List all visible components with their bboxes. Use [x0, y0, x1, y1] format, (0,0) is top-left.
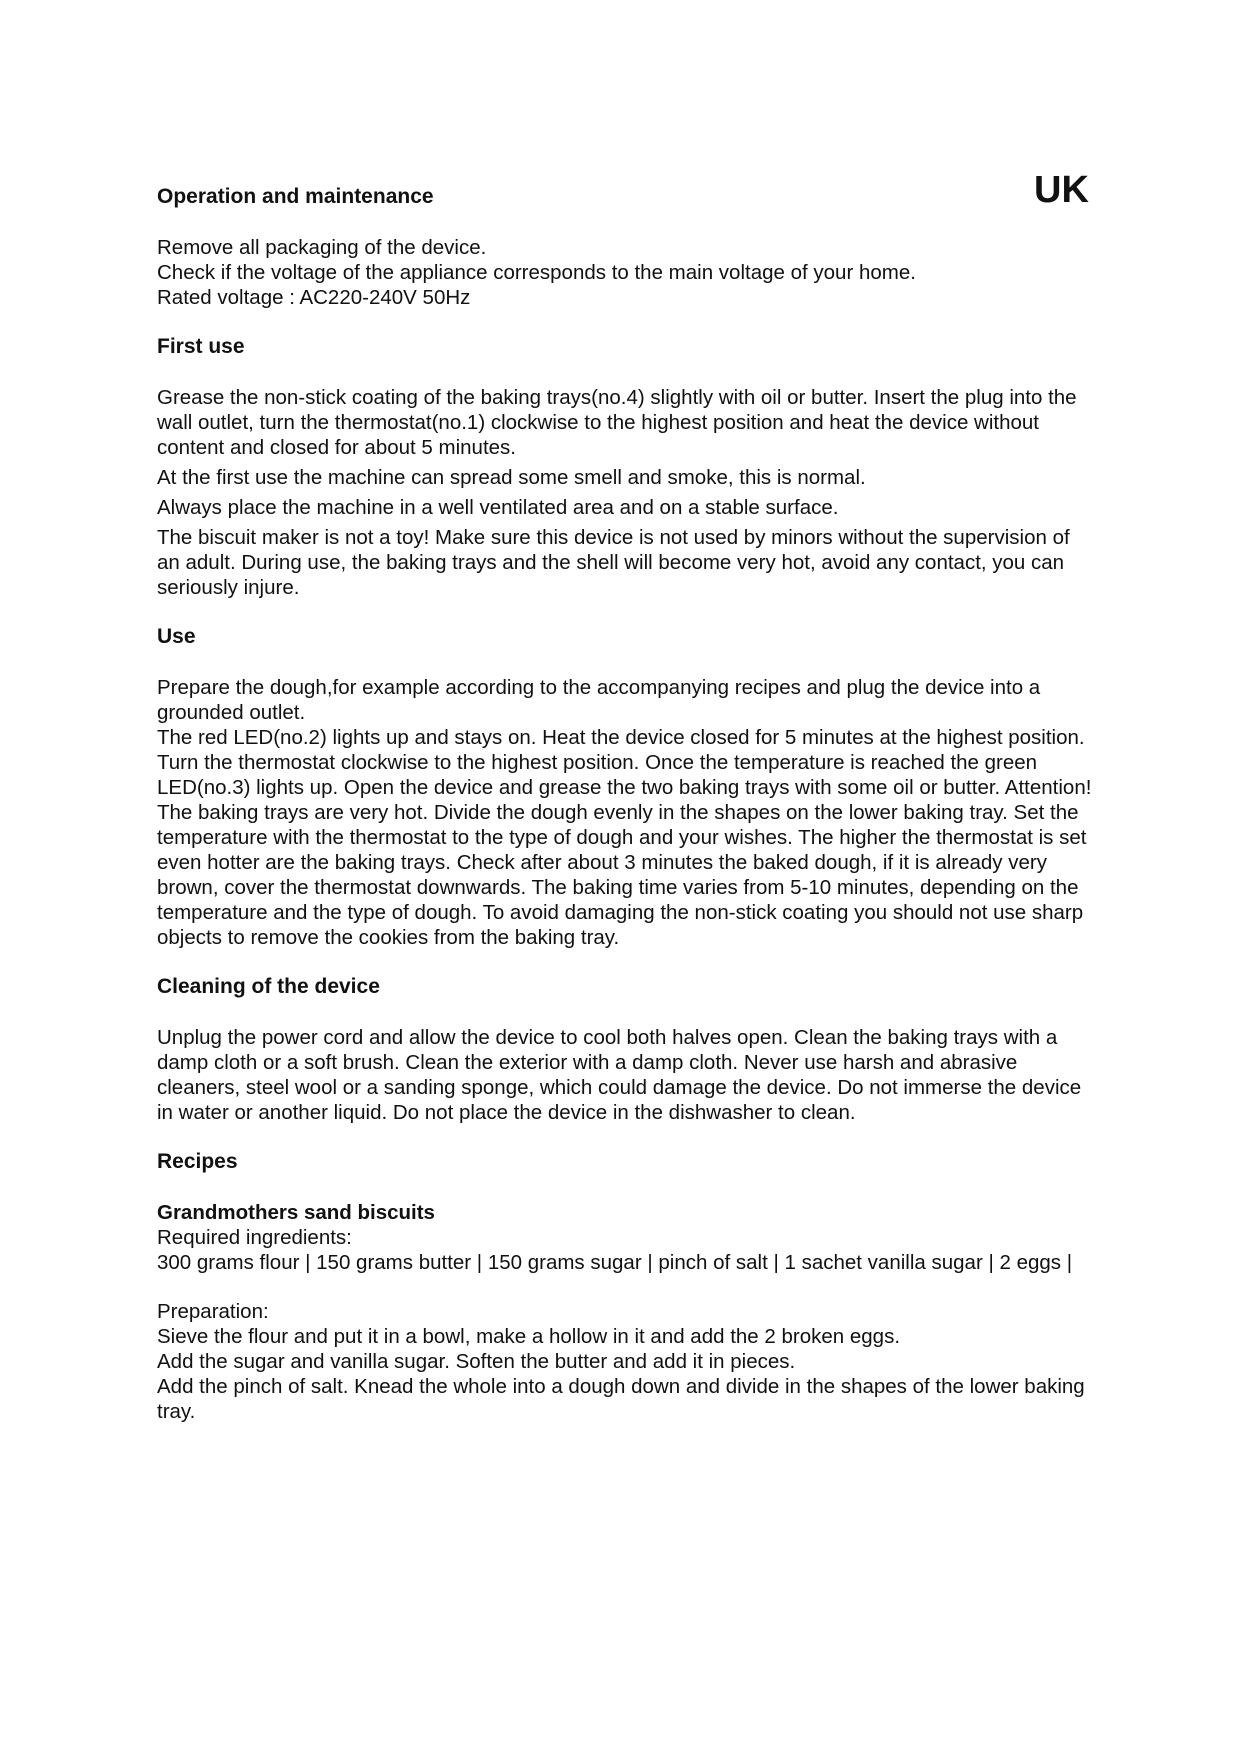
cleaning-paragraph: Unplug the power cord and allow the device to cool both halves open. Clean the baking trays with a damp cloth or a soft brush. Clean the exterior with a damp cloth. Never use harsh and abrasive cleaners, steel wool or a sanding sponge, which could damage the device. Do not immerse the device in water or another liquid. Do not place the device in the dishwasher to clean.: [157, 1026, 1082, 1124]
first-use-paragraph: Grease the non-stick coating of the baking trays(no.4) slightly with oil or butter. Insert the plug into the wall outlet, turn the thermostat(no.1) clockwise to the highest position and heat the device without content and closed for about 5 minutes.: [157, 386, 1077, 459]
ingredients-list: 300 grams flour | 150 grams butter | 150 grams sugar | pinch of salt | 1 sachet vanilla sugar | 2 eggs |: [157, 1251, 1073, 1274]
ingredients-label: Required ingredients:: [157, 1226, 352, 1249]
section-heading-cleaning: Cleaning of the device: [157, 975, 380, 998]
intro-line: Check if the voltage of the appliance corresponds to the main voltage of your home.: [157, 261, 916, 284]
section-heading-first-use: First use: [157, 335, 245, 358]
recipe-title: Grandmothers sand biscuits: [157, 1201, 435, 1224]
use-paragraph: The red LED(no.2) lights up and stays on. Heat the device closed for 5 minutes at the highest position. Turn the thermostat clockwise to the highest position. Once the temperature is reached the green LED(no.3) lights up. Open the device and grease the two baking trays with some oil or butter. Attention! The baking trays are very hot. Divide the dough evenly in the shapes on the lower baking tray. Set the temperature with the thermostat to the type of dough and your wishes. The higher the thermostat is set even hotter are the baking trays. Check after about 3 minutes the baked dough, if it is already very brown, cover the thermostat downwards. The baking time varies from 5-10 minutes, depending on the temperature and the type of dough. To avoid damaging the non-stick coating you should not use sharp objects to remove the cookies from the baking tray.: [157, 726, 1092, 949]
preparation-step: Add the sugar and vanilla sugar. Soften the butter and add it in pieces.: [157, 1350, 796, 1373]
section-heading-operation: Operation and maintenance: [157, 185, 434, 208]
section-heading-use: Use: [157, 625, 196, 648]
first-use-paragraph: The biscuit maker is not a toy! Make sure this device is not used by minors without the supervision of an adult. During use, the baking trays and the shell will become very hot, avoid any contact, you can seriously injure.: [157, 526, 1070, 599]
first-use-paragraph: At the first use the machine can spread some smell and smoke, this is normal.: [157, 466, 866, 489]
preparation-step: Add the pinch of salt. Knead the whole into a dough down and divide in the shapes of the lower baking tray.: [157, 1375, 1085, 1423]
preparation-step: Sieve the flour and put it in a bowl, make a hollow in it and add the 2 broken eggs.: [157, 1325, 901, 1348]
use-paragraph: Prepare the dough,for example according to the accompanying recipes and plug the device into a grounded outlet.: [157, 676, 1041, 724]
preparation-label: Preparation:: [157, 1300, 269, 1323]
intro-line: Remove all packaging of the device.: [157, 236, 487, 259]
document-body: [157, 184, 1097, 1424]
first-use-paragraph: Always place the machine in a well ventilated area and on a stable surface.: [157, 496, 839, 519]
section-heading-recipes: Recipes: [157, 1150, 238, 1173]
language-code: UK: [1034, 169, 1089, 211]
intro-line: Rated voltage : AC220-240V 50Hz: [157, 286, 471, 309]
